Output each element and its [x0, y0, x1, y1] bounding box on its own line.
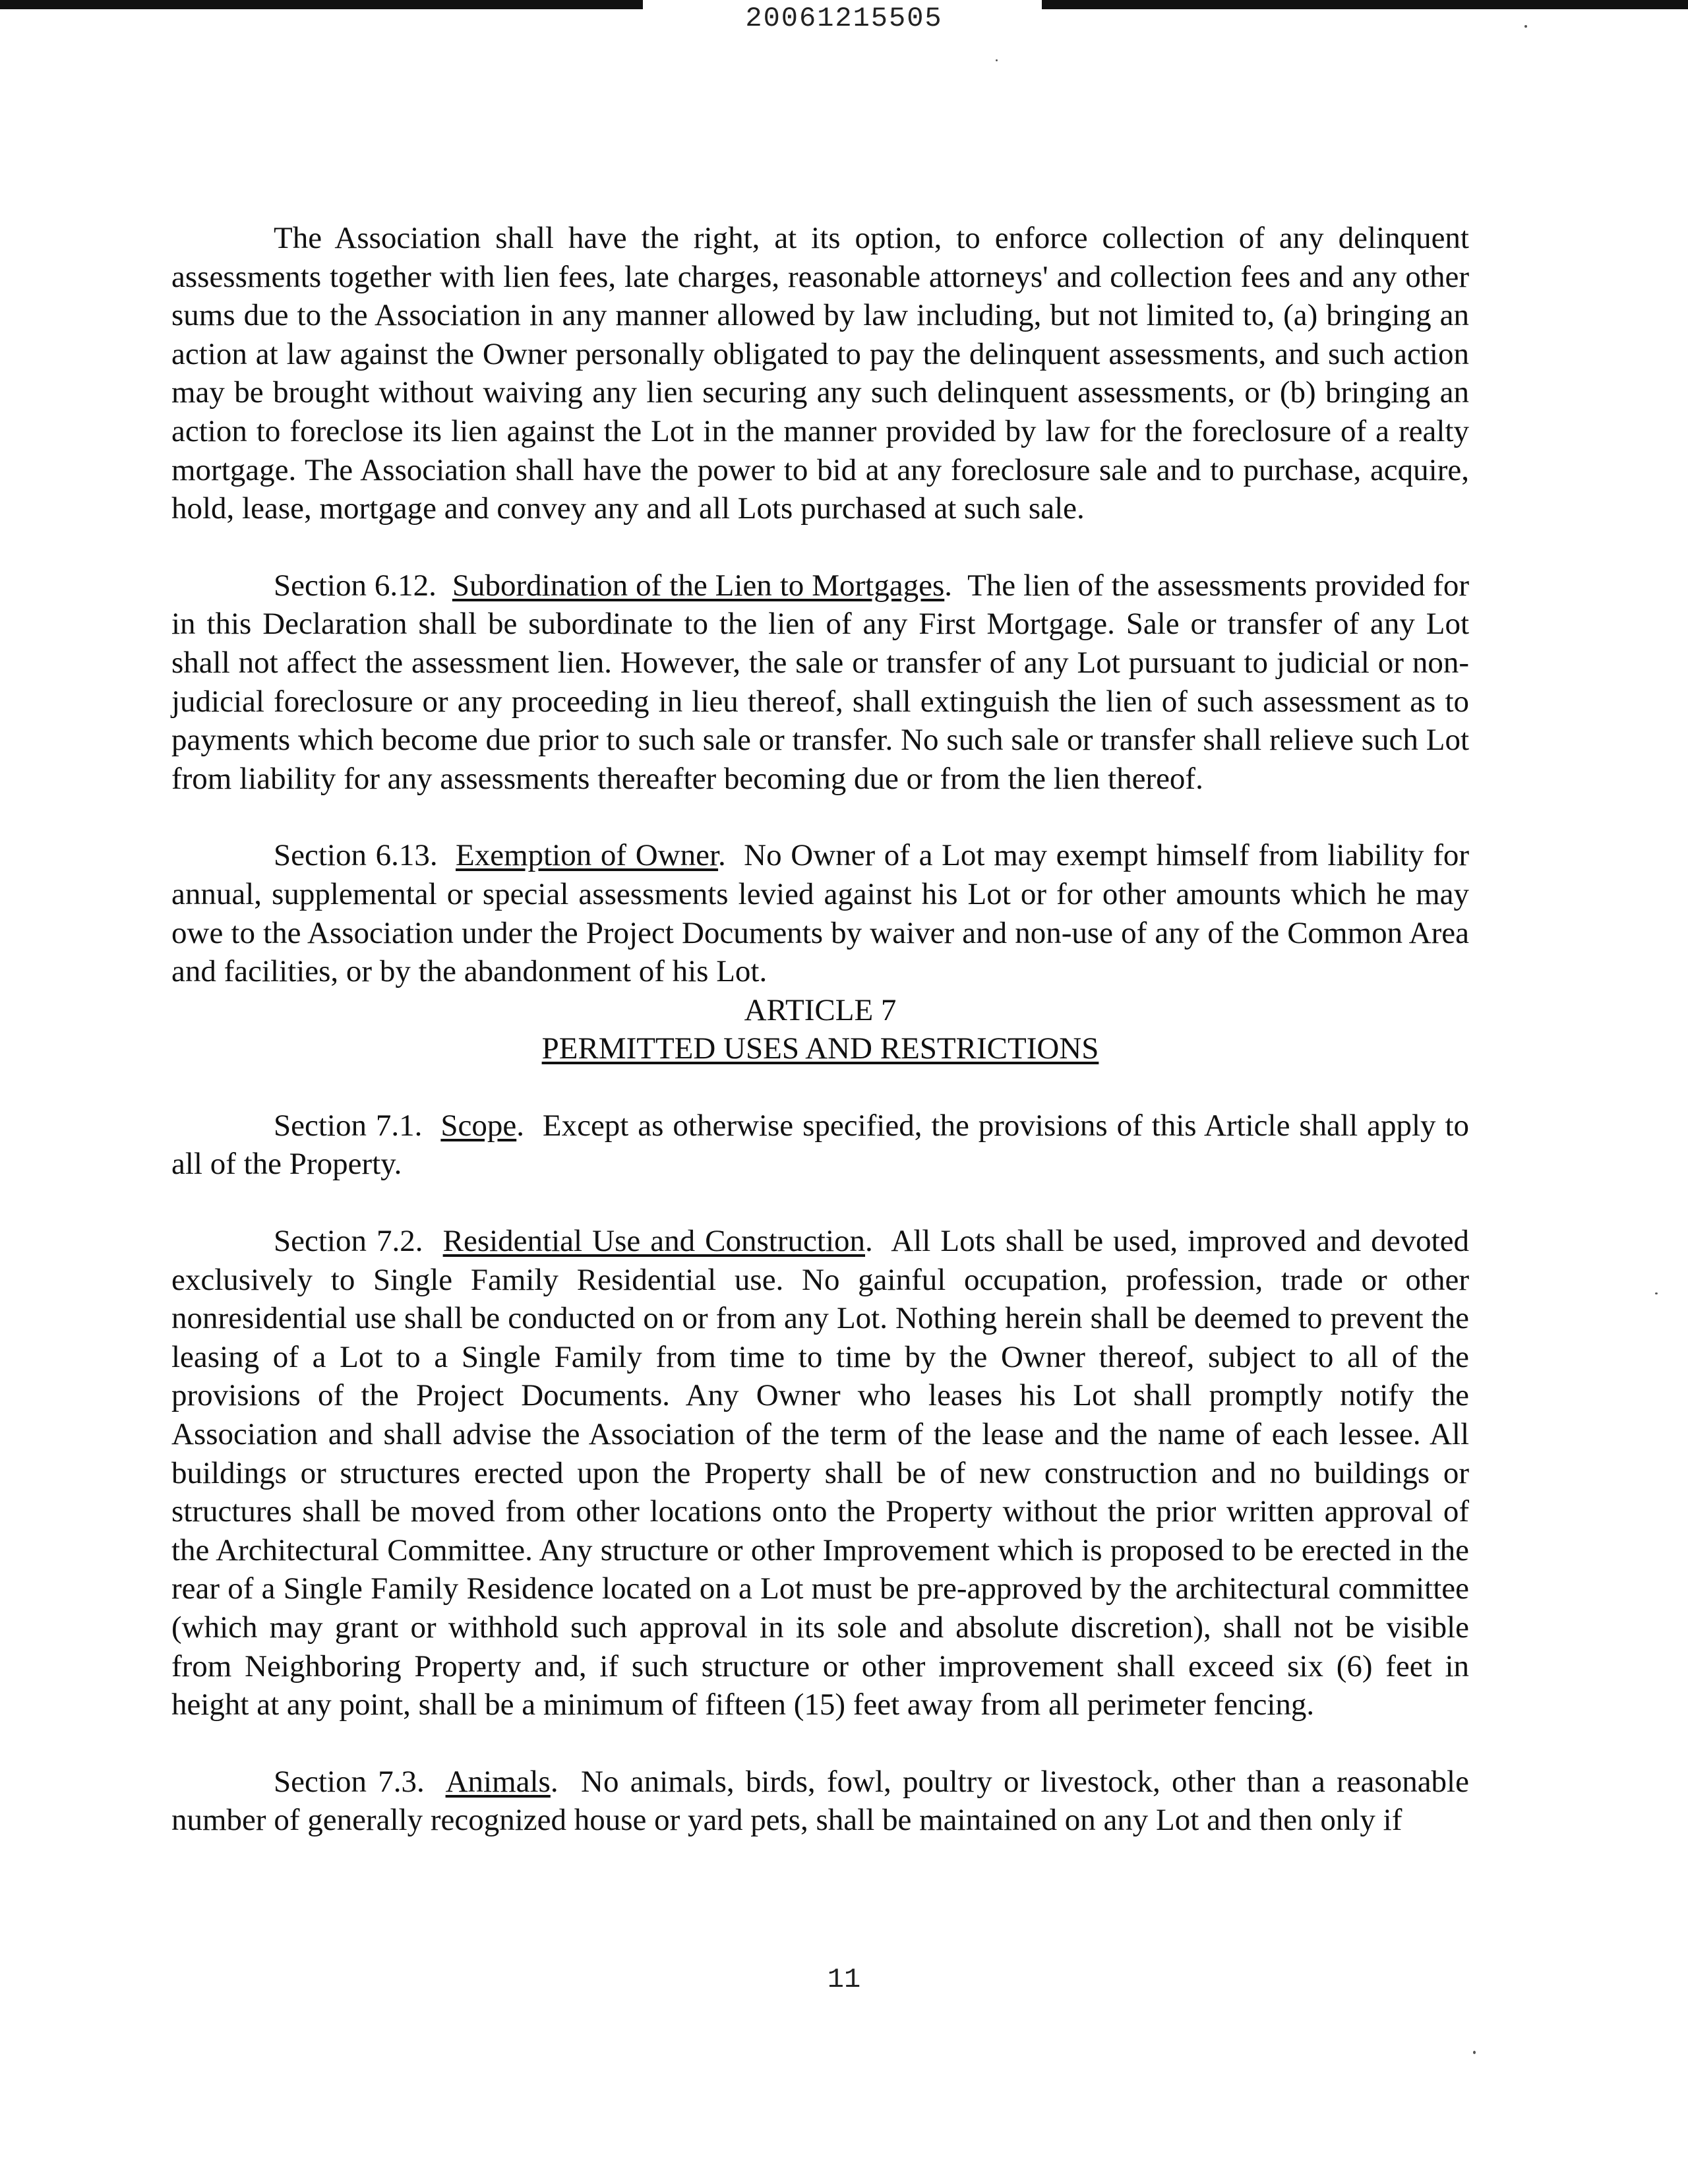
section-6-13: Section 6.13. Exemption of Owner. No Owner of a Lot may exempt himself from liability for annual, supplemental or special assessments levied against his Lot or for other amounts which he may owe to the Association under the Project Documents by waiver and non-use of any of the Common Area and facilities, or by the abandonment of his Lot.: [171, 838, 1470, 989]
section-text: No animals, birds, fowl, poultry or livestock, other than a reasonable number of generally recognized house or yard pets, shall be maintained on any Lot and then only if: [171, 1764, 1469, 1838]
scan-speck: [1473, 2051, 1476, 2054]
page-number: 11: [827, 1964, 861, 1995]
scan-speck: [1655, 1292, 1658, 1294]
section-7-1: Section 7.1. Scope. Except as otherwise specified, the provisions of this Article shall apply to all of the Property.: [171, 1108, 1470, 1182]
section-7-2: Section 7.2. Residential Use and Construction. All Lots shall be used, improved and devoted exclusively to Single Family Residential use. No gainful occupation, profession, trade or other nonresidential use shall be conducted on or from any Lot. Nothing herein shall be deemed to prevent the leasing of a Lot to a Single Family from time to time by the Owner thereof, subject to all of the provisions of the Project Documents. Any Owner who leases his Lot shall promptly notify the Association and shall advise the Association of the term of the lease and the name of each lessee. All buildings or structures erected upon the Property shall be of new construction and no buildings or structures shall be moved from other locations onto the Property without the prior written approval of the Architectural Committee. Any structure or other Improvement which is proposed to be erected in the rear of a Single Family Residence located on a Lot must be pre-approved by the architectural committee (which may grant or withhold such approval in its sole and absolute discretion), shall not be visible from Neighboring Property and, if such structure or other improvement shall exceed six (6) feet in height at any point, shall be a minimum of fifteen (15) feet away from all perimeter fencing.: [171, 1224, 1469, 1722]
scan-speck: [996, 59, 998, 61]
section-number: Section 7.3.: [274, 1764, 425, 1799]
section-title: Subordination of the Lien to Mortgages: [452, 568, 945, 603]
section-number: Section 6.12.: [274, 568, 437, 603]
section-text: All Lots shall be used, improved and devoted exclusively to Single Family Residential use. No gainful occupation, profession, trade or other nonresidential use shall be conducted on or from any Lot. Nothing herein shall be deemed to prevent the leasing of a Lot to a Single Family from time to time by the Owner thereof, subject to all of the provisions of the Project Documents. Any Owner who leases his Lot shall promptly notify the Association and shall advise the Association of the term of the lease and the name of each lessee. All buildings or structures erected upon the Property shall be of new construction and no buildings or structures shall be moved from other locations onto the Property without the prior written approval of the Architectural Committee. Any structure or other Improvement which is proposed to be erected in the rear of a Single Family Residence located on a Lot must be pre-approved by the architectural committee (which may grant or withhold such approval in its sole and absolute discretion), shall not be visible from Neighboring Property and, if such structure or other improvement shall exceed six (6) feet in height at any point, shall be a minimum of fifteen (15) feet away from all perimeter fencing.: [171, 1224, 1469, 1722]
section-text: The lien of the assessments provided for in this Declaration shall be subordinate to the lien of any First Mortgage. Sale or transfer of any Lot shall not affect the assessment lien. However, the sale or transfer of any Lot pursuant to judicial or non-judicial foreclosure or any proceeding in lieu thereof, shall extinguish the lien of such assessment as to payments which become due prior to such sale or transfer. No such sale or transfer shall relieve such Lot from liability for any assessments thereafter becoming due or from the lien thereof.: [171, 568, 1469, 796]
section-text: Except as otherwise specified, the provisions of this Article shall apply to all of the Property.: [171, 1108, 1470, 1182]
section-text: No Owner of a Lot may exempt himself from liability for annual, supplemental or special assessments levied against his Lot or for other amounts which he may owe to the Association under the Project Documents by waiver and non-use of any of the Common Area and facilities, or by the abandonment of his Lot.: [171, 838, 1470, 989]
section-title: Scope: [440, 1108, 517, 1143]
section-7-3: Section 7.3. Animals. No animals, birds, fowl, poultry or livestock, other than a reasonable number of generally recognized house or yard pets, shall be maintained on any Lot and then only if: [171, 1764, 1469, 1838]
document-body: [171, 219, 1469, 1840]
section-number: Section 7.2.: [274, 1224, 423, 1259]
article-title: PERMITTED USES AND RESTRICTIONS: [541, 1031, 1099, 1066]
article-label: ARTICLE 7: [744, 992, 897, 1027]
section-title: Residential Use and Construction: [442, 1224, 865, 1259]
section-title: Exemption of Owner: [456, 838, 719, 873]
document-number: 20061215505: [745, 3, 943, 34]
section-title: Animals: [445, 1764, 551, 1799]
scan-speck: [1524, 25, 1527, 28]
section-number: Section 7.1.: [274, 1108, 423, 1143]
section-6-12: Section 6.12. Subordination of the Lien to Mortgages. The lien of the assessments provided for in this Declaration shall be subordinate to the lien of any First Mortgage. Sale or transfer of any Lot shall not affect the assessment lien. However, the sale or transfer of any Lot pursuant to judicial or non-judicial foreclosure or any proceeding in lieu thereof, shall extinguish the lien of such assessment as to payments which become due prior to such sale or transfer. No such sale or transfer shall relieve such Lot from liability for any assessments thereafter becoming due or from the lien thereof.: [171, 568, 1469, 796]
section-number: Section 6.13.: [274, 838, 438, 873]
paragraph-association-rights: The Association shall have the right, at its option, to enforce collection of any delinquent assessments together with lien fees, late charges, reasonable attorneys' and collection fees and any other sums due to the Association in any manner allowed by law including, but not limited to, (a) bringing an action at law against the Owner personally obligated to pay the delinquent assessments, and such action may be brought without waiving any lien securing any such delinquent assessments, or (b) bringing an action to foreclose its lien against the Lot in the manner provided by law for the foreclosure of a realty mortgage. The Association shall have the power to bid at any foreclosure sale and to purchase, acquire, hold, lease, mortgage and convey any and all Lots purchased at such sale.: [171, 221, 1469, 526]
